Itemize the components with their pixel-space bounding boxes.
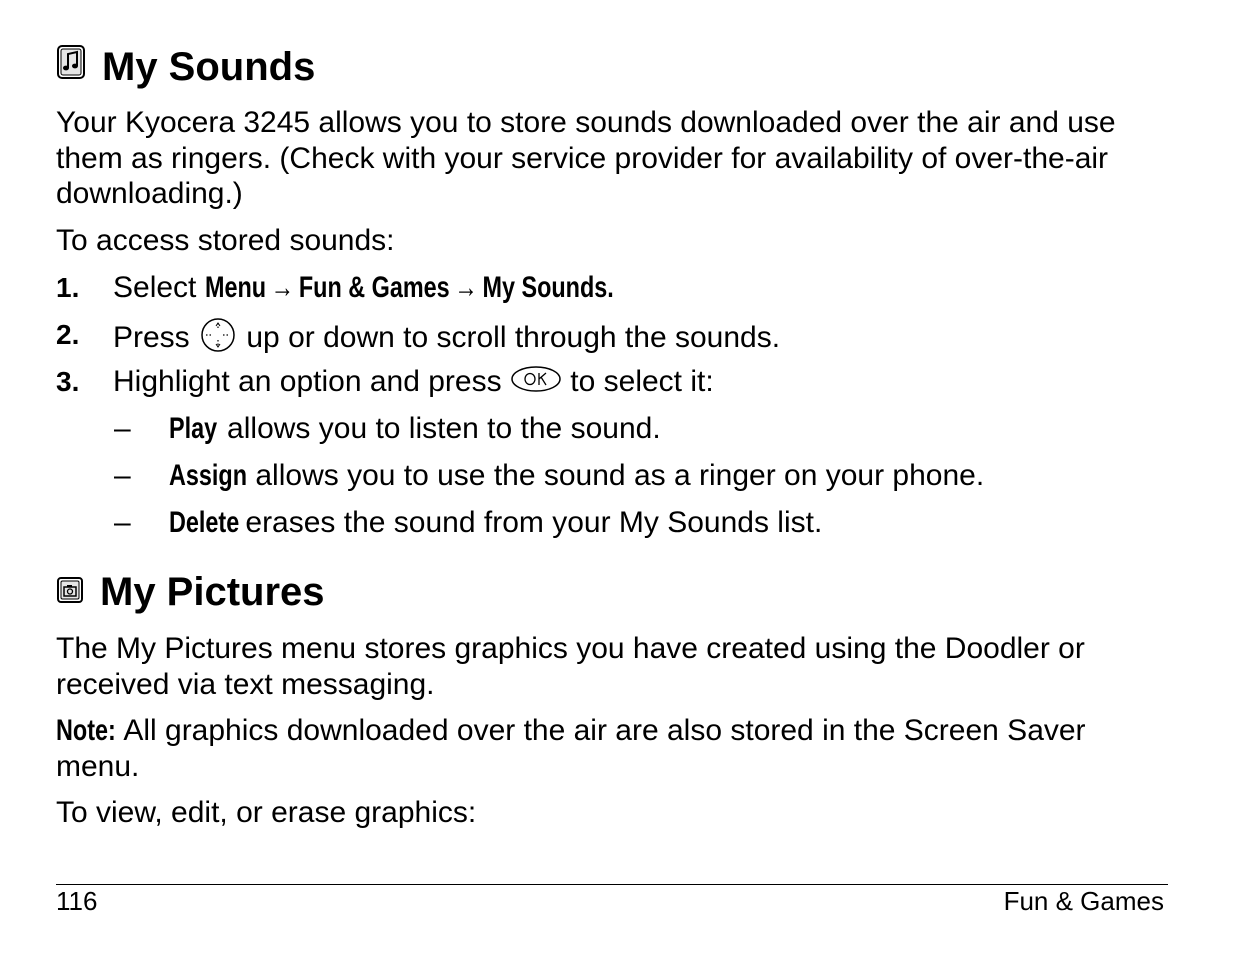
list-dash: – (114, 459, 131, 492)
step-text-continued: up or down to scroll through the sounds. (246, 320, 781, 354)
option-description: allows you to listen to the sound. (218, 412, 661, 445)
section-heading-my-pictures (56, 570, 325, 615)
picture-icon (56, 570, 86, 615)
navigation-key-icon (198, 317, 238, 361)
page-number: 116 (56, 886, 98, 916)
view-instruction: To view, edit, or erase graphics: (56, 796, 477, 829)
step-number: 1. (56, 272, 80, 303)
section-title: My Pictures (100, 570, 325, 614)
list-dash: – (114, 506, 131, 539)
option-term: Assign (169, 459, 248, 492)
option-description: erases the sound from your My Sounds list. (237, 506, 823, 539)
section-heading-my-sounds (56, 44, 315, 90)
note-text: All graphics downloaded over the air are also stored in the Screen Saver menu. (56, 714, 1086, 783)
step-text: Highlight an option and press (113, 365, 502, 398)
music-note-icon (56, 44, 88, 90)
ok-key-icon (510, 364, 562, 402)
footer-divider (56, 884, 1168, 885)
access-instruction: To access stored sounds: (56, 224, 395, 257)
option-term: Delete (169, 506, 240, 539)
note-label: Note: (56, 714, 116, 747)
step-number: 3. (56, 366, 80, 397)
section-title: My Sounds (102, 44, 316, 89)
menu-term: Menu → Fun & Games → My Sounds. (204, 271, 614, 304)
note-paragraph (56, 713, 1166, 784)
step-text: Press (113, 320, 190, 354)
intro-paragraph: The My Pictures menu stores graphics you have created using the Doodler or received via text messaging. (56, 632, 1085, 701)
chapter-title: Fun & Games (1003, 886, 1164, 916)
step-text: Select (113, 271, 205, 304)
intro-paragraph: Your Kyocera 3245 allows you to store sounds downloaded over the air and use them as ringers. (Check with your service provider for availability of over-the-air downloading.) (56, 106, 1116, 210)
step-text-continued: to select it: (570, 365, 714, 398)
step-number: 2. (56, 319, 80, 350)
option-term: Play (169, 412, 218, 445)
option-description: allows you to use the sound as a ringer on your phone. (247, 459, 985, 492)
list-dash: – (114, 412, 131, 445)
